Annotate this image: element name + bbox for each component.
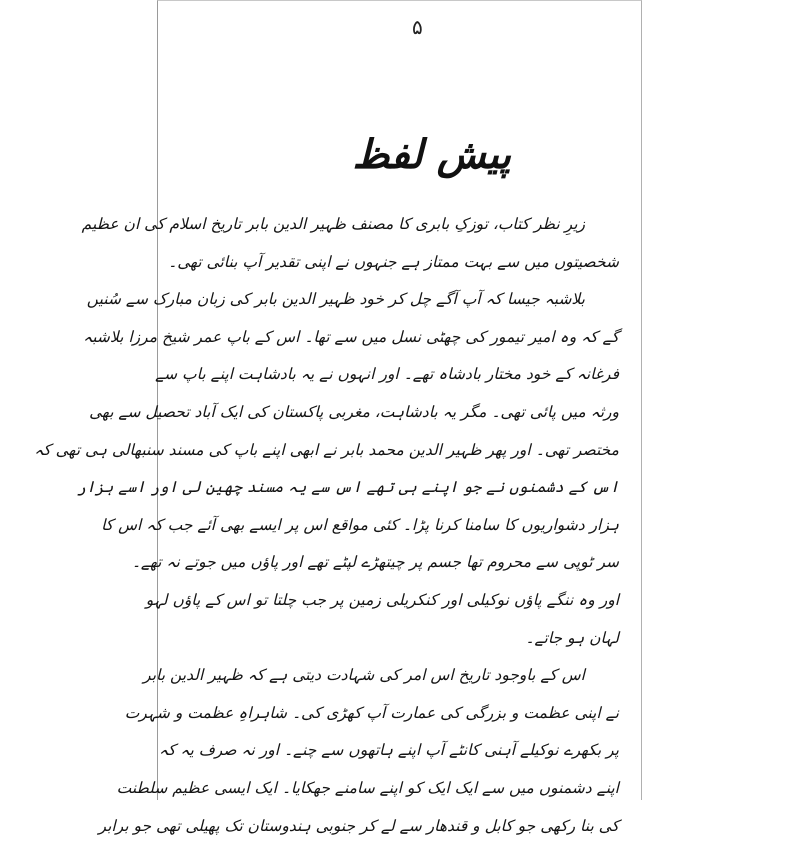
text-line: مختصر تھی۔ اور پھر ظہیر الدین محمد بابر نے ابھی اپنے باپ کی مسند سنبھالی ہی تھی کہ: [180, 432, 619, 470]
body-text: [180, 206, 619, 845]
text-line: بلاشبہ جیسا کہ آپ آگے چل کر خود ظہیر الدین بابر کی زبان مبارک سے سُنیں: [180, 281, 619, 319]
book-page: [157, 0, 642, 800]
text-line: نے اپنی عظمت و بزرگی کی عمارت آپ کھڑی کی۔ شاہراہِ عظمت و شہرت: [180, 695, 619, 733]
text-line: فرغانہ کے خود مختار بادشاہ تھے۔ اور انہوں نے یہ بادشاہت اپنے باپ سے: [180, 356, 619, 394]
text-line: سر ٹوپی سے محروم تھا جسم پر چیتھڑے لپٹے تھے اور پاؤں میں جوتے نہ تھے۔: [180, 544, 619, 582]
text-line: پر بکھرے نوکیلے آہنی کانٹے آپ اپنے ہاتھوں سے چنے۔ اور نہ صرف یہ کہ: [180, 732, 619, 770]
text-line: اس کے دشمنوں نے جو اپنے ہی تھے اس سے یہ مسند چھین لی اور اسے ہزار: [180, 469, 619, 507]
text-line: لہان ہو جاتے۔: [180, 620, 619, 658]
text-line: گے کہ وہ امیر تیمور کی چھٹی نسل میں سے تھا۔ اس کے باپ عمر شیخ مرزا بلاشبہ: [180, 319, 619, 357]
text-line: ہزار دشواریوں کا سامنا کرنا پڑا۔ کئی مواقع اس پر ایسے بھی آئے جب کہ اس کا: [180, 507, 619, 545]
text-line: شخصیتوں میں سے بہت ممتاز ہے جنہوں نے اپنی تقدیر آپ بنائی تھی۔: [180, 244, 619, 282]
text-line: اور وہ ننگے پاؤں نوکیلی اور کنکریلی زمین پر جب چلتا تو اس کے پاؤں لہو: [180, 582, 619, 620]
text-line: ورثہ میں پائی تھی۔ مگر یہ بادشاہت، مغربی پاکستان کی ایک آباد تحصیل سے بھی: [180, 394, 619, 432]
chapter-title: پیش لفظ: [352, 131, 511, 178]
text-line: اپنے دشمنوں میں سے ایک ایک کو اپنے سامنے جھکایا۔ ایک ایسی عظیم سلطنت: [180, 770, 619, 808]
text-line: زیرِ نظر کتاب، توزکِ بابری کا مصنف ظہیر الدین بابر تاریخ اسلام کی ان عظیم: [180, 206, 619, 244]
text-line: اس کے باوجود تاریخ اس امر کی شہادت دیتی ہے کہ ظہیر الدین بابر: [180, 657, 619, 695]
text-line: کی بنا رکھی جو کابل و قندھار سے لے کر جنوبی ہندوستان تک پھیلی تھی جو برابر: [180, 808, 619, 845]
page-number: ۵: [412, 15, 423, 39]
